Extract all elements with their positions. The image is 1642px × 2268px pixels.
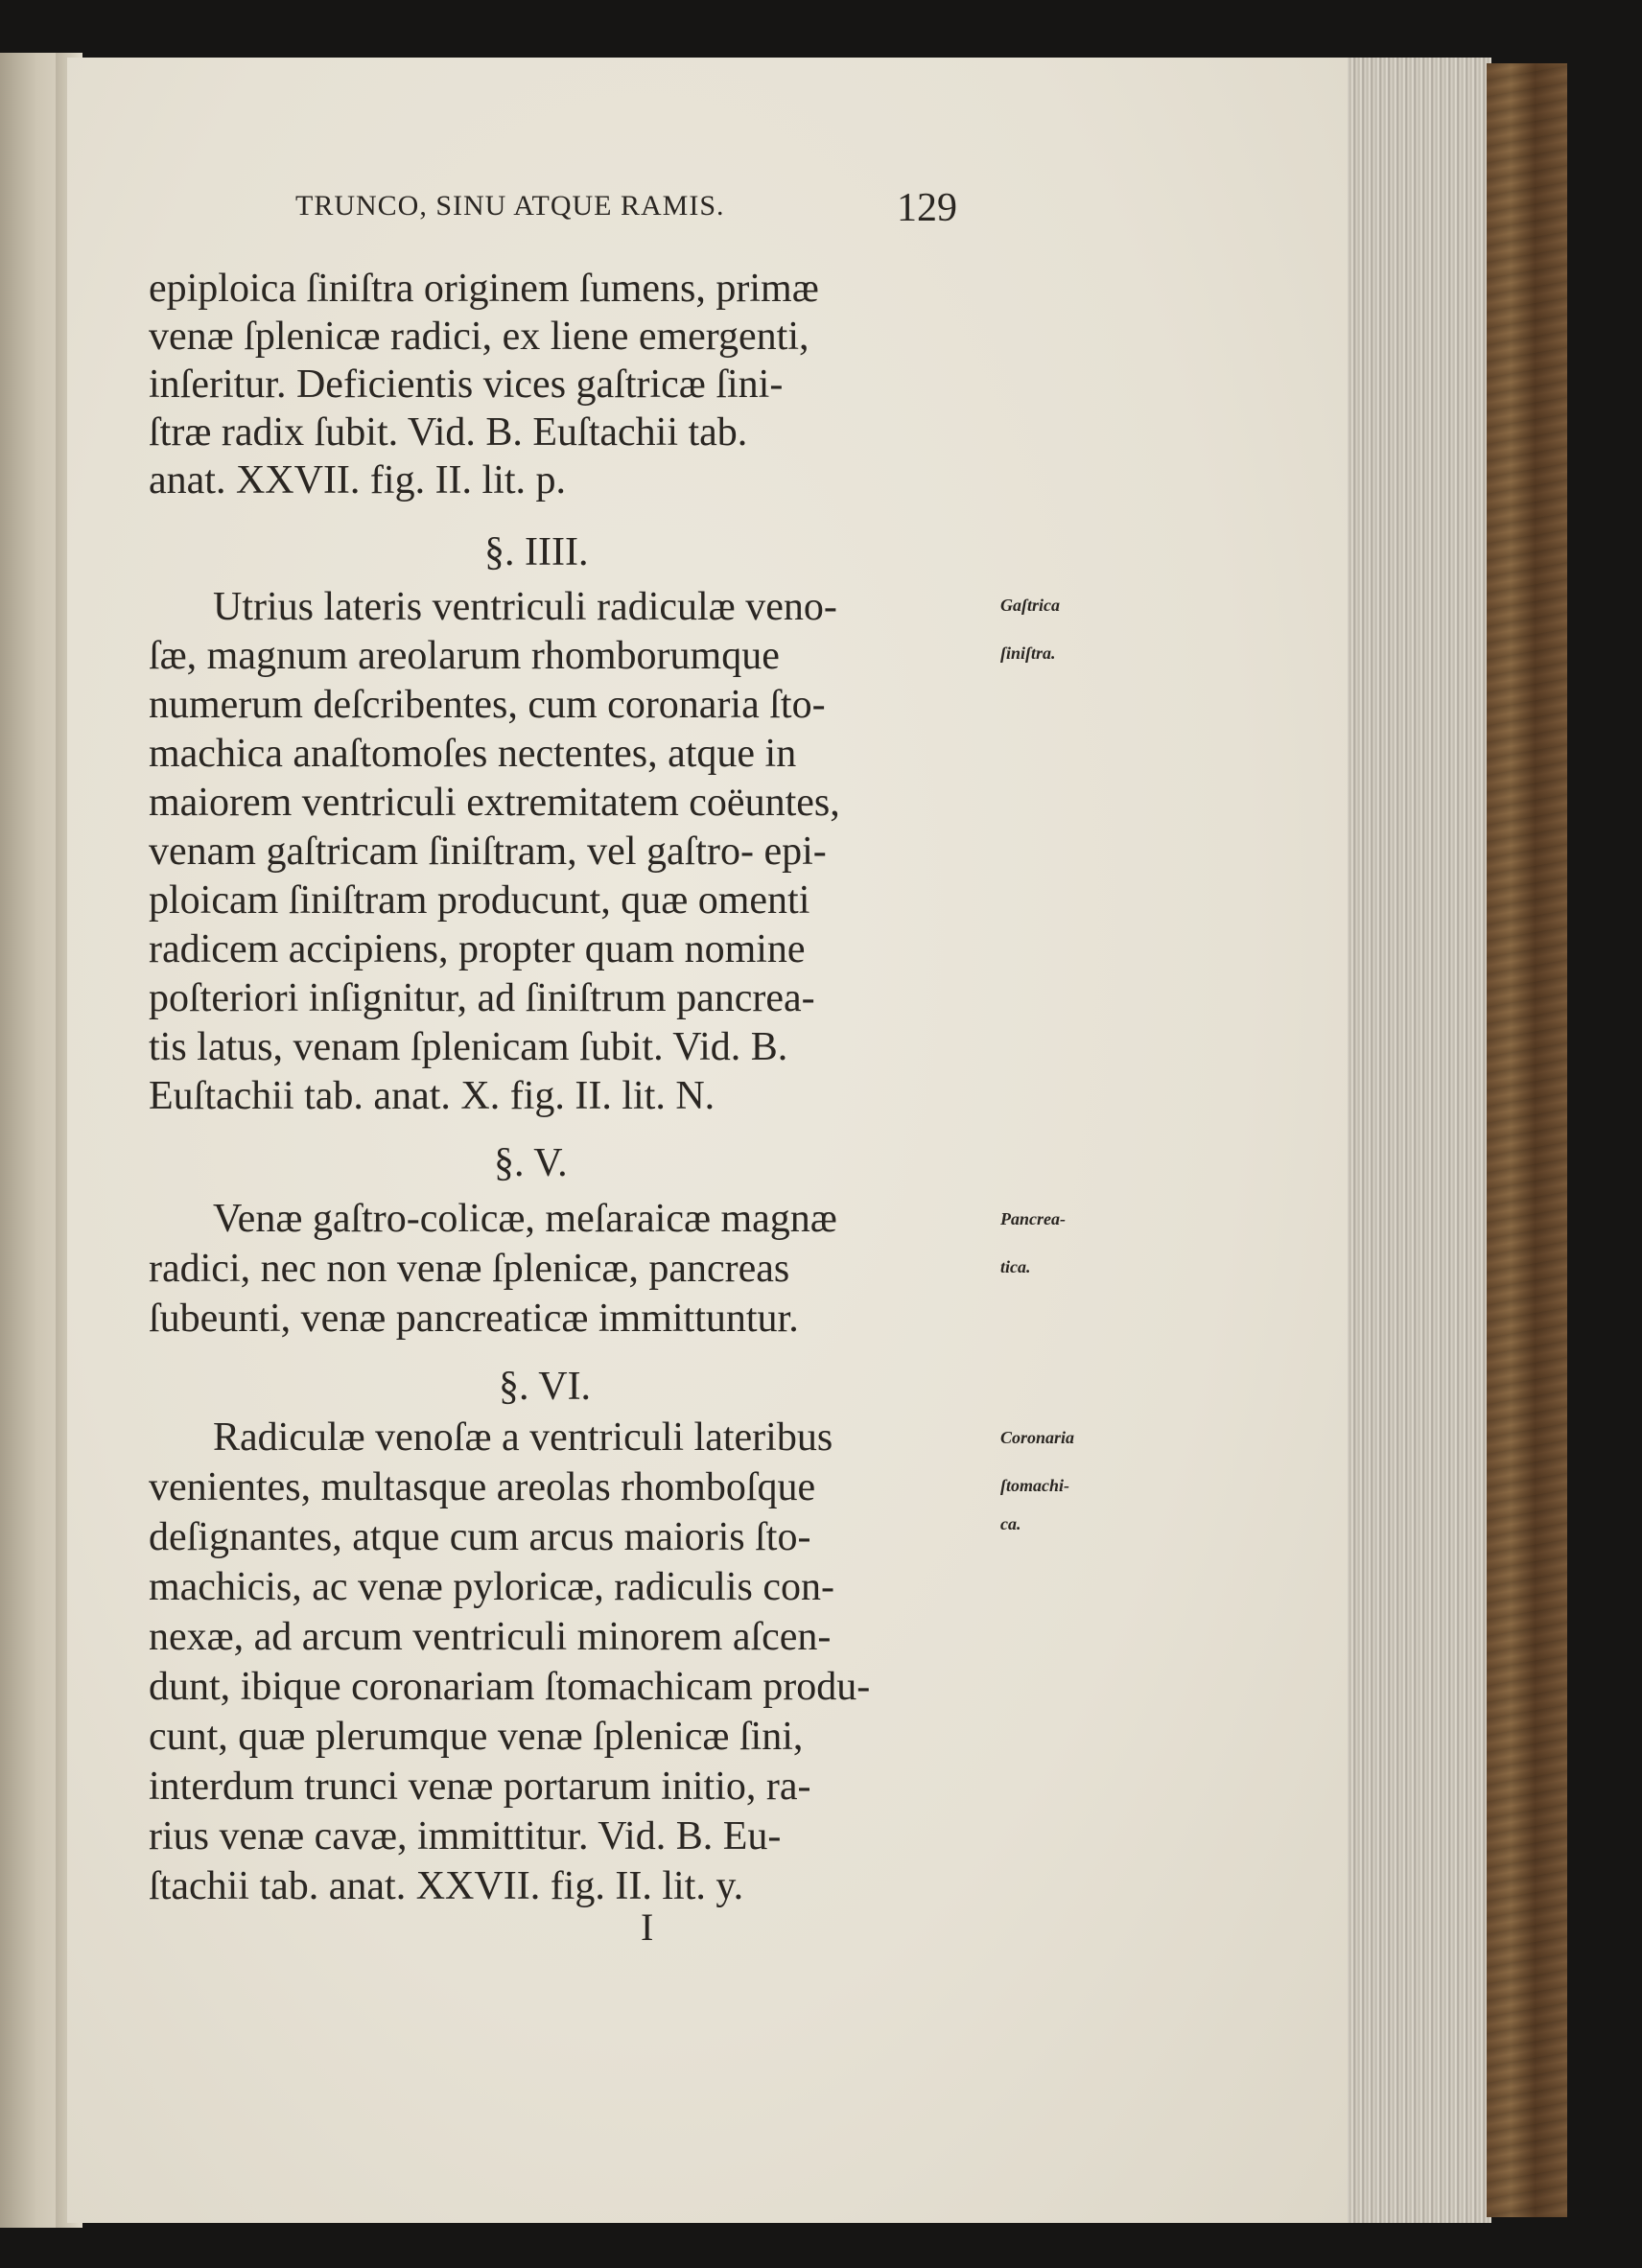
- text-line: ſtræ radix ſubit. Vid. B. Euſtachii tab.: [149, 410, 748, 455]
- section-heading: §. V.: [494, 1141, 568, 1185]
- book-cover-edge: [1487, 63, 1567, 2217]
- text-line: ſubeunti, venæ pancreaticæ immittuntur.: [149, 1297, 799, 1341]
- text-line: machicis, ac venæ pyloricæ, radiculis con-: [149, 1565, 834, 1609]
- text-line: epiploica ſiniſtra originem ſumens, primæ: [149, 267, 819, 311]
- marginal-note: ſtomachi-: [1000, 1476, 1069, 1495]
- marginal-note: ſiniſtra.: [1000, 643, 1056, 663]
- marginal-note: Coronaria: [1000, 1428, 1075, 1447]
- text-line: venam gaſtricam ſiniſtram, vel gaſtro- epi-: [149, 830, 827, 874]
- text-line: radicem accipiens, propter quam nomine: [149, 927, 806, 971]
- text-line: numerum deſcribentes, cum coronaria ſto-: [149, 683, 826, 727]
- text-line: Euſtachii tab. anat. X. fig. II. lit. N.: [149, 1074, 715, 1118]
- text-line: rius venæ cavæ, immittitur. Vid. B. Eu-: [149, 1814, 782, 1859]
- text-line: machica anaſtomoſes nectentes, atque in: [149, 732, 797, 776]
- running-head: TRUNCO, SINU ATQUE RAMIS.: [295, 190, 725, 222]
- text-line: venientes, multasque areolas rhomboſque: [149, 1465, 816, 1509]
- text-line: tis latus, venam ſplenicam ſubit. Vid. B.: [149, 1025, 788, 1069]
- text-line: inſeritur. Deficientis vices gaſtricæ ſini-: [149, 362, 784, 407]
- text-line: maiorem ventriculi extremitatem coëuntes,: [149, 781, 840, 825]
- text-line: nexæ, ad arcum ventriculi minorem aſcen-: [149, 1615, 832, 1659]
- text-line: cunt, quæ plerumque venæ ſplenicæ ſini,: [149, 1715, 804, 1759]
- signature-mark: I: [641, 1906, 654, 1949]
- marginal-note: Gaſtrica: [1000, 596, 1060, 615]
- text-line: Venæ gaſtro-colicæ, meſaraicæ magnæ: [213, 1197, 837, 1241]
- text-line: Utrius lateris ventriculi radiculæ veno-: [213, 585, 837, 629]
- text-line: deſignantes, atque cum arcus maioris ſto-: [149, 1515, 811, 1559]
- marginal-note: Pancrea-: [1000, 1209, 1066, 1228]
- text-line: ploicam ſiniſtram producunt, quæ omenti: [149, 878, 810, 923]
- text-line: poſteriori inſignitur, ad ſiniſtrum pancrea-: [149, 976, 815, 1020]
- page-block-edges: [1348, 58, 1491, 2223]
- text-line: anat. XXVII. fig. II. lit. p.: [149, 458, 567, 503]
- text-line: Radiculæ venoſæ a ventriculi lateribus: [213, 1415, 833, 1460]
- page-number: 129: [897, 186, 957, 230]
- section-heading: §. IIII.: [484, 530, 589, 574]
- text-line: radici, nec non venæ ſplenicæ, pancreas: [149, 1247, 790, 1291]
- text-line: ſtachii tab. anat. XXVII. fig. II. lit. y.: [149, 1864, 744, 1908]
- text-line: ſæ, magnum areolarum rhomborumque: [149, 634, 780, 678]
- text-line: dunt, ibique coronariam ſtomachicam produ-: [149, 1665, 871, 1709]
- marginal-note: tica.: [1000, 1257, 1031, 1276]
- text-line: venæ ſplenicæ radici, ex liene emergenti,: [149, 315, 809, 359]
- marginal-note: ca.: [1000, 1514, 1021, 1533]
- section-heading: §. VI.: [499, 1365, 592, 1409]
- text-line: interdum trunci venæ portarum initio, ra-: [149, 1765, 811, 1809]
